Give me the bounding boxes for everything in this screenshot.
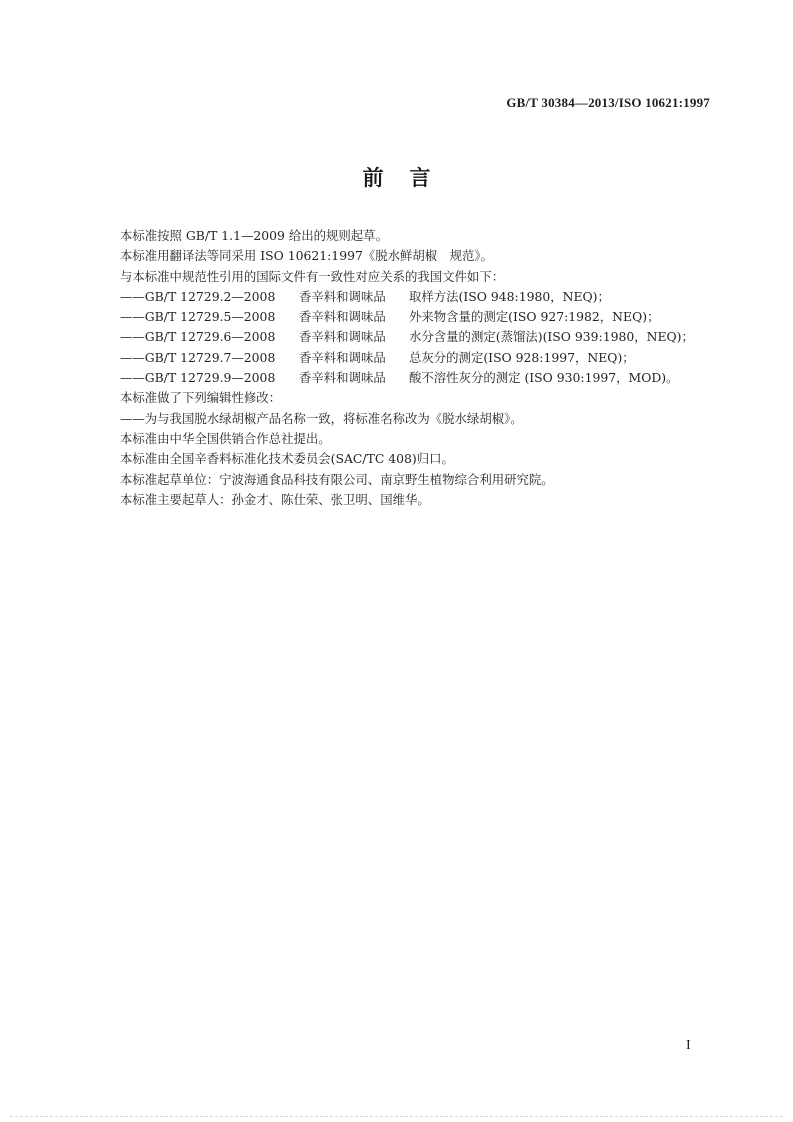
reference-title: 水分含量的测定(蒸馏法)(ISO 939:1980，NEQ)； bbox=[409, 329, 694, 345]
adoption-paragraph: 本标准用翻译法等同采用 ISO 10621:1997《脱水鲜胡椒 规范》。 bbox=[120, 248, 493, 264]
editorial-change-item: ——为与我国脱水绿胡椒产品名称一致，将标准名称改为《脱水绿胡椒》。 bbox=[120, 410, 523, 426]
reference-category: 香辛料和调味品 bbox=[299, 349, 386, 365]
reference-code: ——GB/T 12729.5—2008 bbox=[120, 309, 276, 325]
reference-category: 香辛料和调味品 bbox=[299, 309, 386, 325]
reference-item bbox=[120, 307, 720, 327]
reference-code: ——GB/T 12729.2—2008 bbox=[120, 288, 276, 304]
proposed-by-paragraph: 本标准由中华全国供销合作总社提出。 bbox=[120, 430, 331, 446]
reference-category: 香辛料和调味品 bbox=[299, 329, 386, 345]
drafting-units-paragraph: 本标准起草单位：宁波海通食品科技有限公司、南京野生植物综合利用研究院。 bbox=[120, 471, 554, 487]
reference-code: ——GB/T 12729.6—2008 bbox=[120, 329, 276, 345]
reference-item bbox=[120, 327, 720, 347]
reference-title: 取样方法(ISO 948:1980，NEQ)； bbox=[409, 288, 610, 304]
editorial-intro-paragraph: 本标准做了下列编辑性修改： bbox=[120, 390, 282, 406]
reference-title: 外来物含量的测定(ISO 927:1982，NEQ)； bbox=[409, 309, 660, 325]
reference-item bbox=[120, 368, 720, 388]
page-number: I bbox=[686, 1038, 691, 1053]
reference-code: ——GB/T 12729.9—2008 bbox=[120, 370, 276, 386]
scan-bottom-edge bbox=[10, 1116, 783, 1117]
reference-category: 香辛料和调味品 bbox=[299, 288, 386, 304]
reference-title: 总灰分的测定(ISO 928:1997，NEQ)； bbox=[409, 349, 635, 365]
drafting-rules-paragraph: 本标准按照 GB/T 1.1—2009 给出的规则起草。 bbox=[120, 228, 388, 243]
references-intro-paragraph: 与本标准中规范性引用的国际文件有一致性对应关系的我国文件如下： bbox=[120, 268, 505, 284]
standard-code-header: GB/T 30384—2013/ISO 10621:1997 bbox=[506, 95, 710, 110]
reference-code: ——GB/T 12729.7—2008 bbox=[120, 349, 276, 365]
drafters-paragraph: 本标准主要起草人：孙金才、陈仕荣、张卫明、国维华。 bbox=[120, 491, 430, 507]
reference-category: 香辛料和调味品 bbox=[299, 370, 386, 386]
page-title: 前言 bbox=[362, 166, 457, 190]
jurisdiction-paragraph: 本标准由全国辛香料标准化技术委员会(SAC/TC 408)归口。 bbox=[120, 451, 454, 467]
reference-item bbox=[120, 348, 720, 368]
document-body bbox=[120, 226, 720, 510]
reference-item bbox=[120, 287, 720, 307]
reference-title: 酸不溶性灰分的测定 (ISO 930:1997，MOD)。 bbox=[409, 370, 679, 386]
